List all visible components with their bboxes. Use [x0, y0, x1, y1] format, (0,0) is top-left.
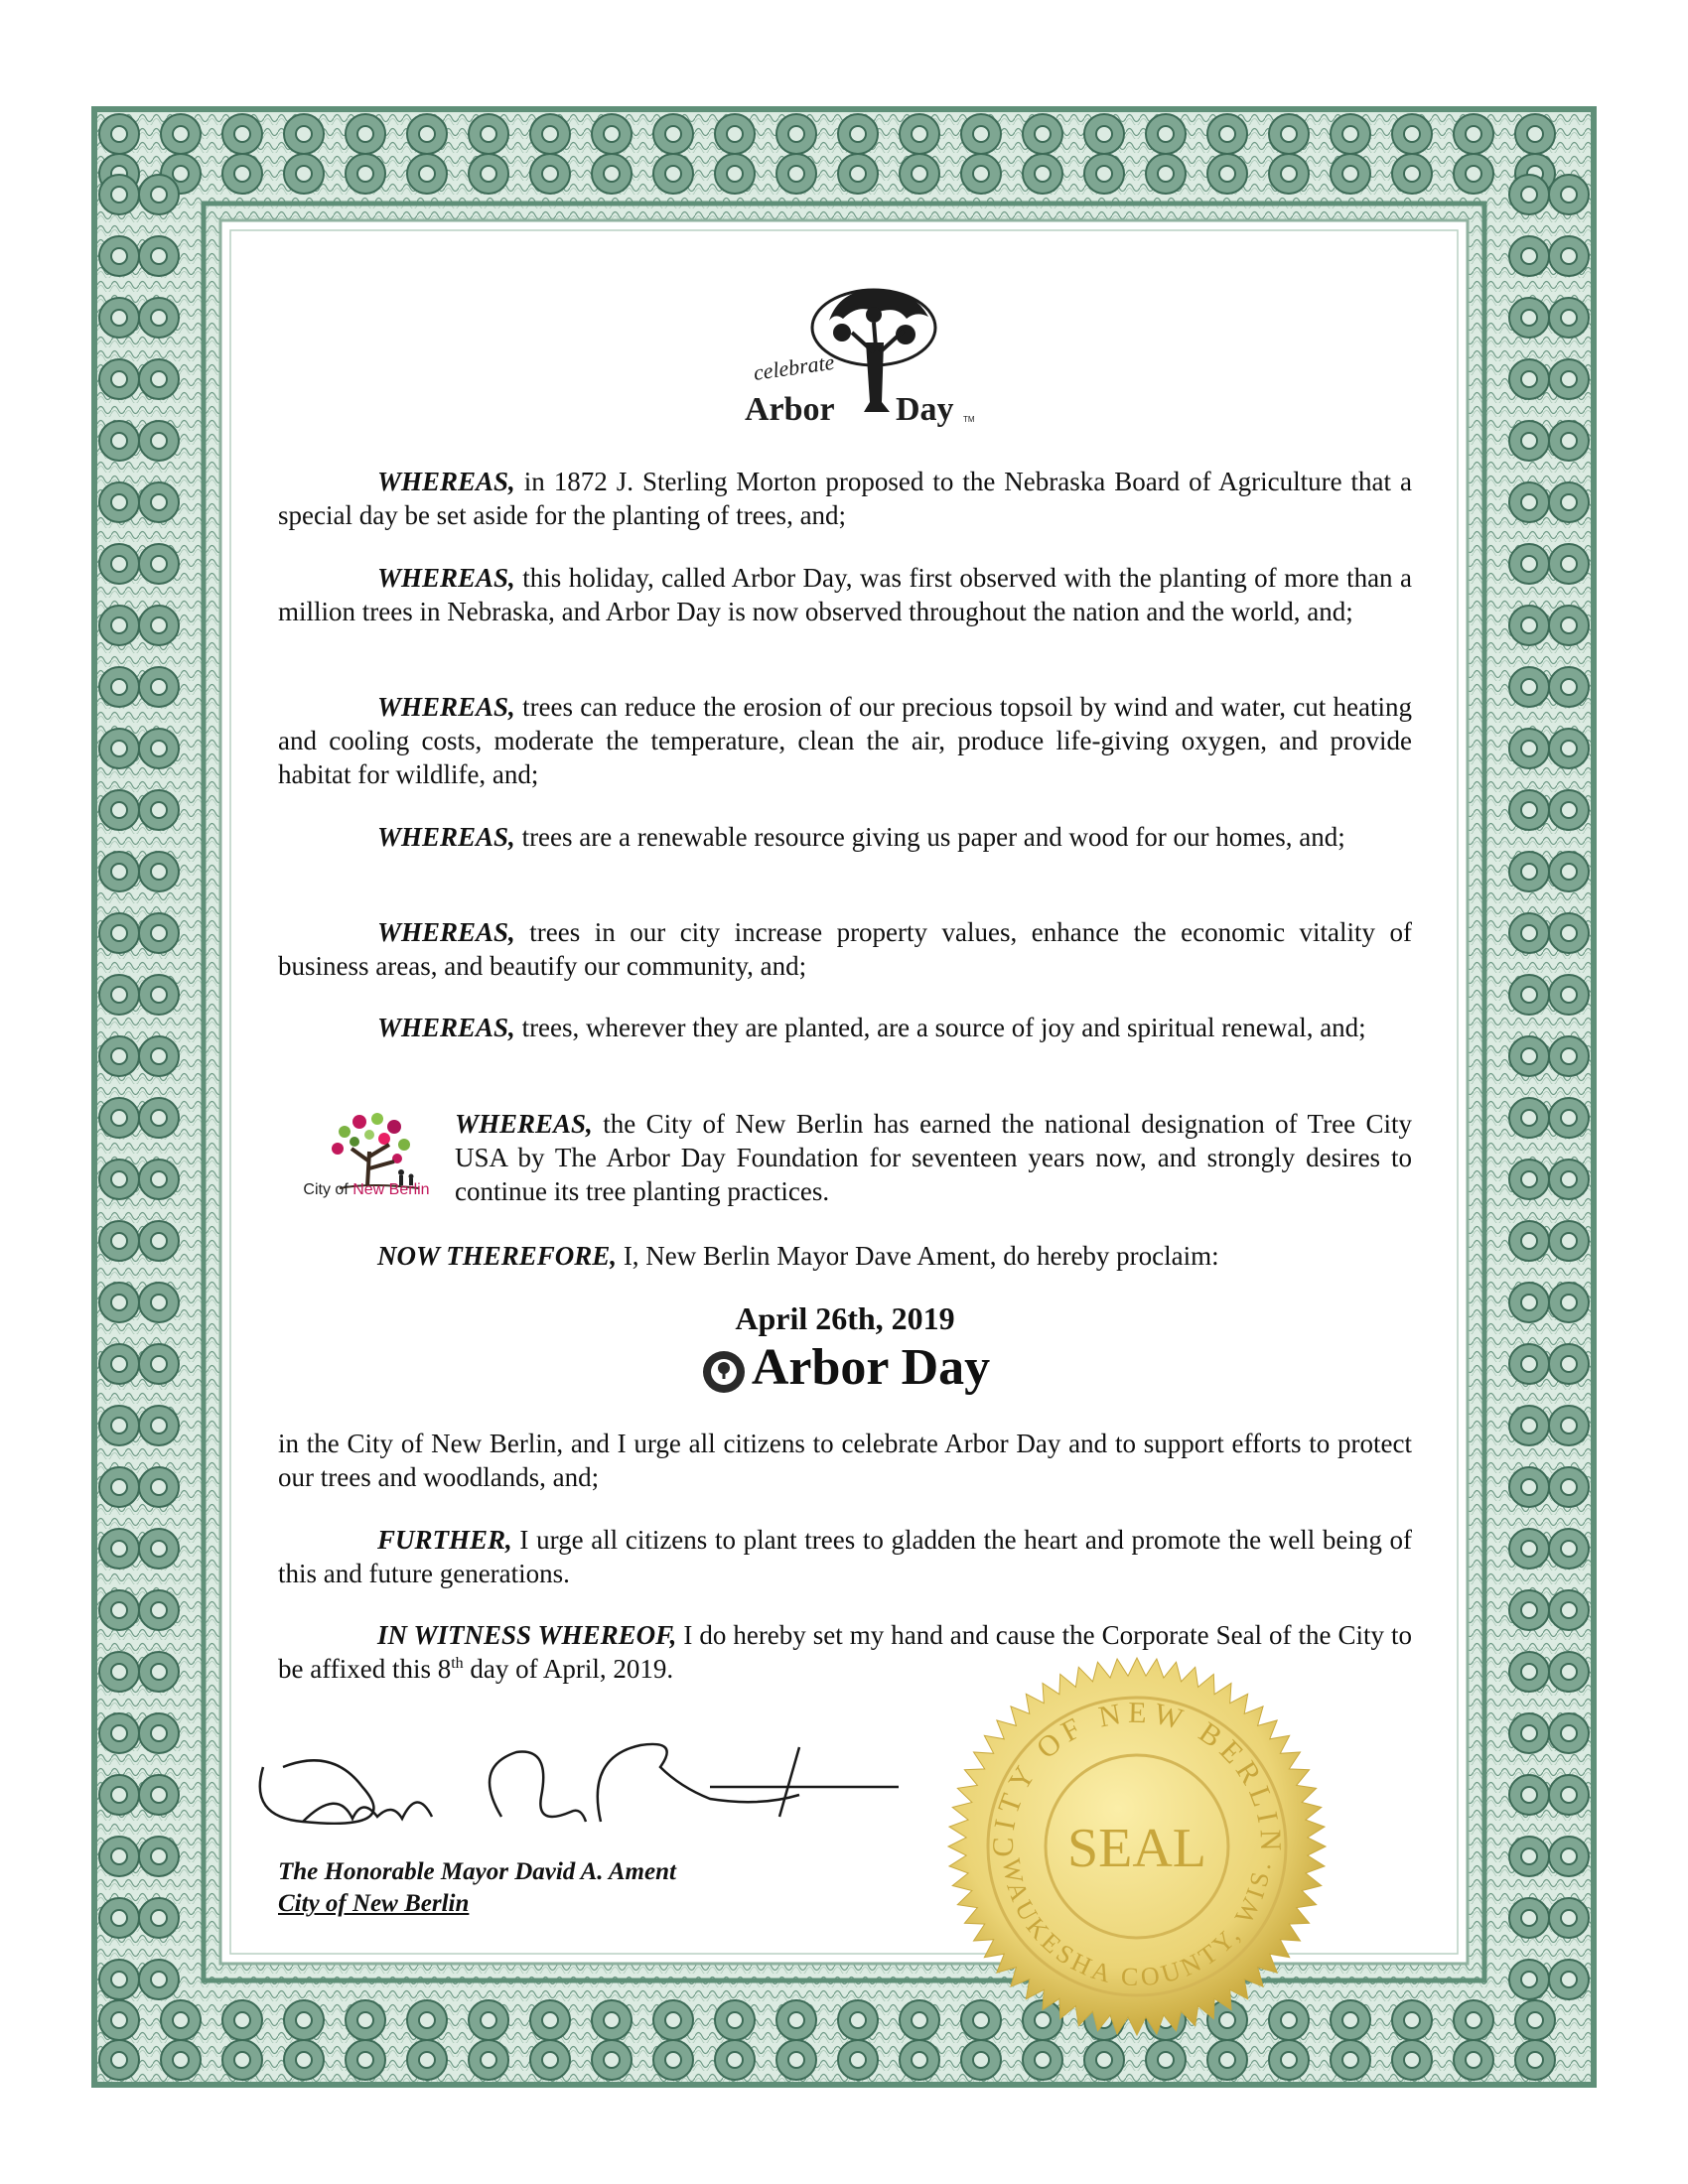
proclamation-date: April 26th, 2019: [735, 1300, 955, 1336]
whereas-paragraph-4: WHEREAS, trees are a renewable resource giving us paper and wood for our homes, and;: [377, 822, 1345, 852]
logo-arbor-text: Arbor: [745, 391, 835, 428]
arbor-day-foundation-icon: [700, 1348, 748, 1396]
proclamation-title: Arbor Day: [278, 1338, 1412, 1397]
logo-tm: TM: [963, 415, 975, 424]
seal-top-arc: CITY OF NEW BERLIN: [986, 1696, 1288, 1857]
whereas-paragraph-3: WHEREAS, trees can reduce the erosion of our precious topsoil by wind and water, cut heating and cooling costs, moderate the temperature, clean the air, produce life-giving oxygen, and provide habitat for wildlife, and;: [278, 692, 1412, 789]
whereas-paragraph-7: WHEREAS, the City of New Berlin has earned the national designation of Tree City USA by The Arbor Day Foundation for seventeen years now, and strongly desires to continue its tree planting practices.: [455, 1109, 1412, 1206]
signature-block: [278, 1856, 676, 1920]
seal-bottom-arc: WAUKESHA COUNTY, WIS.: [996, 1856, 1277, 1992]
logo-celebrate-text: celebrate: [752, 348, 836, 385]
mayor-signature: [243, 1727, 928, 1856]
logo-day-text: Day: [896, 391, 954, 428]
seal-center-text: SEAL: [1067, 1818, 1206, 1879]
whereas-paragraph-5: WHEREAS, trees in our city increase property values, enhance the economic vitality of business areas, and beautify our community, and;: [278, 917, 1412, 981]
signer-org: City of New Berlin: [278, 1890, 470, 1917]
urge-paragraph: in the City of New Berlin, and I urge all citizens to celebrate Arbor Day and to support efforts to protect our trees and woodlands, and;: [278, 1429, 1412, 1492]
signer-name: The Honorable Mayor David A. Ament: [278, 1858, 676, 1885]
gold-corporate-seal: [943, 1653, 1331, 2040]
further-paragraph: FURTHER, I urge all citizens to plant trees to gladden the heart and promote the well being of this and future generations.: [278, 1525, 1412, 1588]
city-logo-label: City of New Berlin: [303, 1181, 430, 1198]
now-therefore-paragraph: NOW THEREFORE, I, New Berlin Mayor Dave Ament, do hereby proclaim:: [377, 1241, 1219, 1271]
whereas-paragraph-2: WHEREAS, this holiday, called Arbor Day, was first observed with the planting of more than a million trees in Nebraska, and Arbor Day is now observed throughout the nation and the world, and;: [278, 563, 1412, 626]
witness-paragraph: IN WITNESS WHEREOF, I do hereby set my hand and cause the Corporate Seal of the City to be affixed this 8th day of April, 2019.: [278, 1620, 1413, 1684]
whereas-paragraph-1: WHEREAS, in 1872 J. Sterling Morton proposed to the Nebraska Board of Agriculture that a special day be set aside for the planting of trees, and;: [278, 467, 1412, 530]
whereas-paragraph-6: WHEREAS, trees, wherever they are planted, are a source of joy and spiritual renewal, and;: [377, 1013, 1366, 1042]
